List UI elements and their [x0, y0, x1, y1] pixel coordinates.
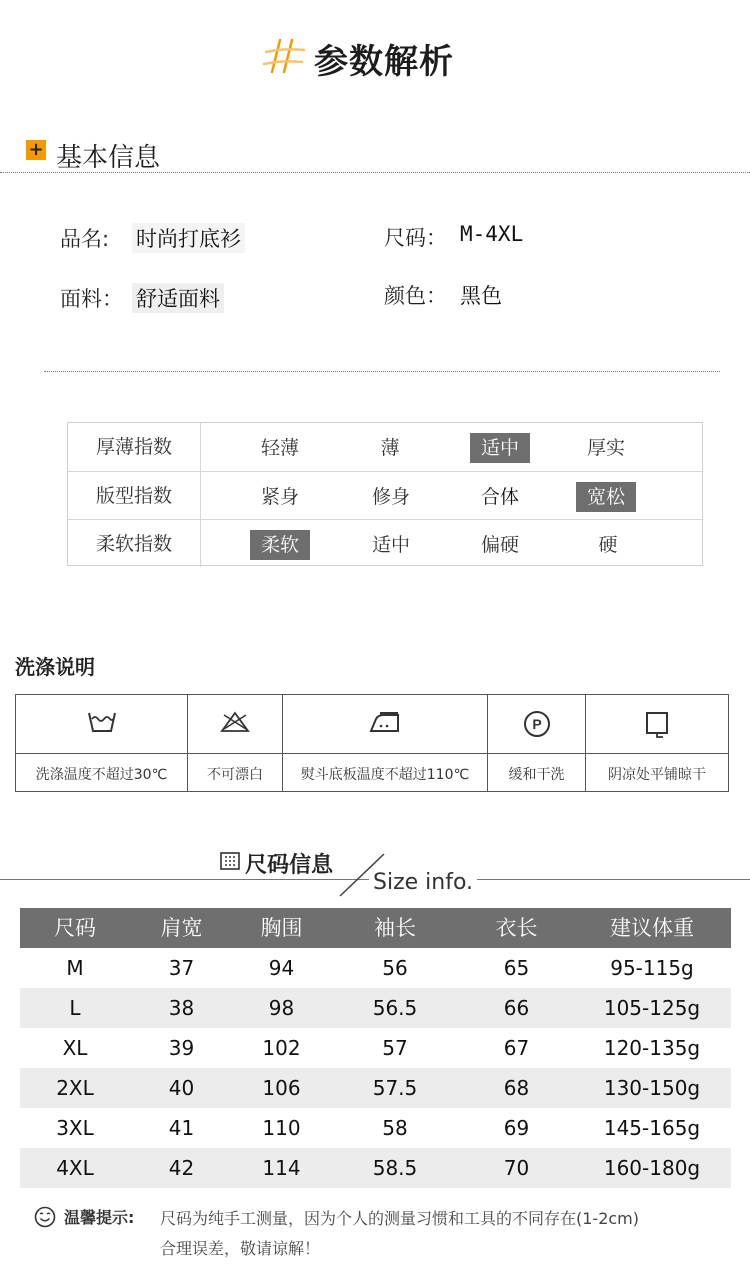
table-cell: 145-165g [603, 1116, 701, 1140]
table-cell: 40 [168, 1076, 195, 1100]
index-table [67, 422, 703, 566]
wash-title: 洗涤说明 [15, 655, 95, 679]
table-cell: 2XL [56, 1076, 94, 1100]
smile-icon [34, 1206, 56, 1228]
column-header: 胸围 [260, 916, 303, 940]
wash-text: 不可漂白 [207, 767, 263, 783]
table-cell: 38 [168, 996, 195, 1020]
table-cell: 37 [168, 956, 195, 980]
wash-cell [488, 695, 586, 791]
table-cell: 95-115g [610, 956, 694, 980]
size-value: M-4XL [460, 222, 524, 246]
column-header: 尺码 [54, 916, 96, 940]
index-option: 偏硬 [480, 534, 519, 556]
table-cell: M [66, 956, 84, 980]
table-row [20, 948, 731, 988]
dry-clean-p-icon [522, 709, 552, 739]
table-cell: 42 [168, 1156, 195, 1180]
index-option: 适中 [371, 534, 410, 556]
table-cell: 120-135g [603, 1036, 701, 1060]
svg-text:P: P [531, 716, 542, 732]
index-label: 厚薄指数 [68, 423, 201, 471]
table-cell: 65 [503, 956, 530, 980]
column-header: 肩宽 [160, 916, 203, 940]
index-option: 薄 [380, 437, 400, 459]
no-bleach-icon [219, 709, 251, 735]
table-cell: 68 [503, 1076, 530, 1100]
table-cell: 98 [268, 996, 295, 1020]
wash-text: 缓和干洗 [508, 767, 565, 783]
fabric-value: 舒适面料 [132, 283, 224, 313]
color-label: 颜色： [384, 284, 447, 308]
wash-text: 洗涤温度不超过30℃ [35, 767, 168, 783]
size-label: 尺码： [384, 226, 447, 250]
index-row-fit [68, 471, 702, 519]
column-header: 袖长 [374, 916, 416, 940]
tip-text: 尺码为纯手工测量，因为个人的测量习惯和工具的不同存在(1-2cm) [160, 1209, 640, 1228]
wash-text: 阴凉处平铺晾干 [608, 767, 706, 783]
table-cell: 130-150g [603, 1076, 701, 1100]
size-info-title: 尺码信息 [245, 853, 334, 878]
table-cell: 57.5 [372, 1076, 418, 1100]
plus-icon: + [26, 140, 46, 160]
tip-label: 温馨提示: [64, 1208, 135, 1227]
index-option-selected: 宽松 [576, 482, 636, 512]
column-header: 建议体重 [610, 916, 694, 940]
table-cell: 105-125g [603, 996, 701, 1020]
index-option: 硬 [598, 534, 618, 556]
index-option: 厚实 [586, 437, 625, 459]
table-cell: 57 [382, 1036, 408, 1060]
table-cell: 39 [168, 1036, 195, 1060]
table-row [20, 1108, 731, 1148]
table-cell: 94 [268, 956, 295, 980]
index-option: 紧身 [260, 486, 299, 508]
index-row-thickness [68, 423, 702, 471]
table-row [20, 1028, 731, 1068]
wash-cell [188, 695, 283, 791]
index-option: 合体 [480, 486, 519, 508]
basic-info-title: 基本信息 [56, 143, 161, 173]
wash-cell [283, 695, 488, 791]
table-cell: XL [62, 1036, 88, 1060]
index-row-softness [68, 519, 702, 567]
ruler-grid-icon [220, 851, 240, 871]
dry-flat-shade-icon [643, 709, 671, 739]
fabric-label: 面料： [60, 287, 123, 311]
size-table-header [20, 908, 731, 948]
table-cell: 66 [503, 996, 530, 1020]
table-cell: 102 [262, 1036, 301, 1060]
table-cell: 160-180g [603, 1156, 701, 1180]
table-cell: 69 [503, 1116, 530, 1140]
divider [0, 172, 750, 173]
wash-cell [586, 695, 728, 791]
table-cell: L [69, 996, 81, 1020]
table-cell: 106 [262, 1076, 301, 1100]
index-label: 版型指数 [68, 472, 201, 519]
table-cell: 3XL [56, 1116, 94, 1140]
table-cell: 4XL [56, 1156, 94, 1180]
divider [44, 371, 720, 372]
table-cell: 56 [382, 956, 408, 980]
table-cell: 110 [262, 1116, 301, 1140]
size-info-subtitle: Size info. [369, 870, 477, 895]
table-cell: 114 [262, 1156, 301, 1180]
table-cell: 67 [503, 1036, 530, 1060]
wash-text: 熨斗底板温度不超过110℃ [300, 767, 470, 783]
table-row [20, 988, 731, 1028]
index-option-selected: 适中 [470, 433, 530, 463]
table-cell: 41 [168, 1116, 195, 1140]
index-option: 轻薄 [260, 437, 299, 459]
table-cell: 56.5 [372, 996, 418, 1020]
name-label: 品名: [60, 227, 110, 251]
table-row [20, 1068, 731, 1108]
table-cell: 58 [382, 1116, 408, 1140]
table-row [20, 1148, 731, 1188]
index-option: 修身 [371, 486, 410, 508]
table-cell: 58.5 [372, 1156, 418, 1180]
index-label: 柔软指数 [68, 520, 201, 567]
index-option-selected: 柔软 [250, 530, 310, 560]
tip-text: 合理误差，敬请谅解！ [160, 1239, 321, 1258]
column-header: 衣长 [495, 916, 538, 940]
name-value: 时尚打底衫 [132, 223, 245, 253]
color-value: 黑色 [460, 284, 502, 308]
table-cell: 70 [503, 1156, 530, 1180]
wash-cell [16, 695, 188, 791]
page-title: 参数解析 [314, 42, 454, 82]
wash-table [15, 694, 729, 792]
slash-decoration [336, 852, 388, 898]
hash-mark-icon [262, 36, 308, 76]
iron-icon [368, 709, 402, 735]
wash-tub-icon [86, 709, 118, 735]
